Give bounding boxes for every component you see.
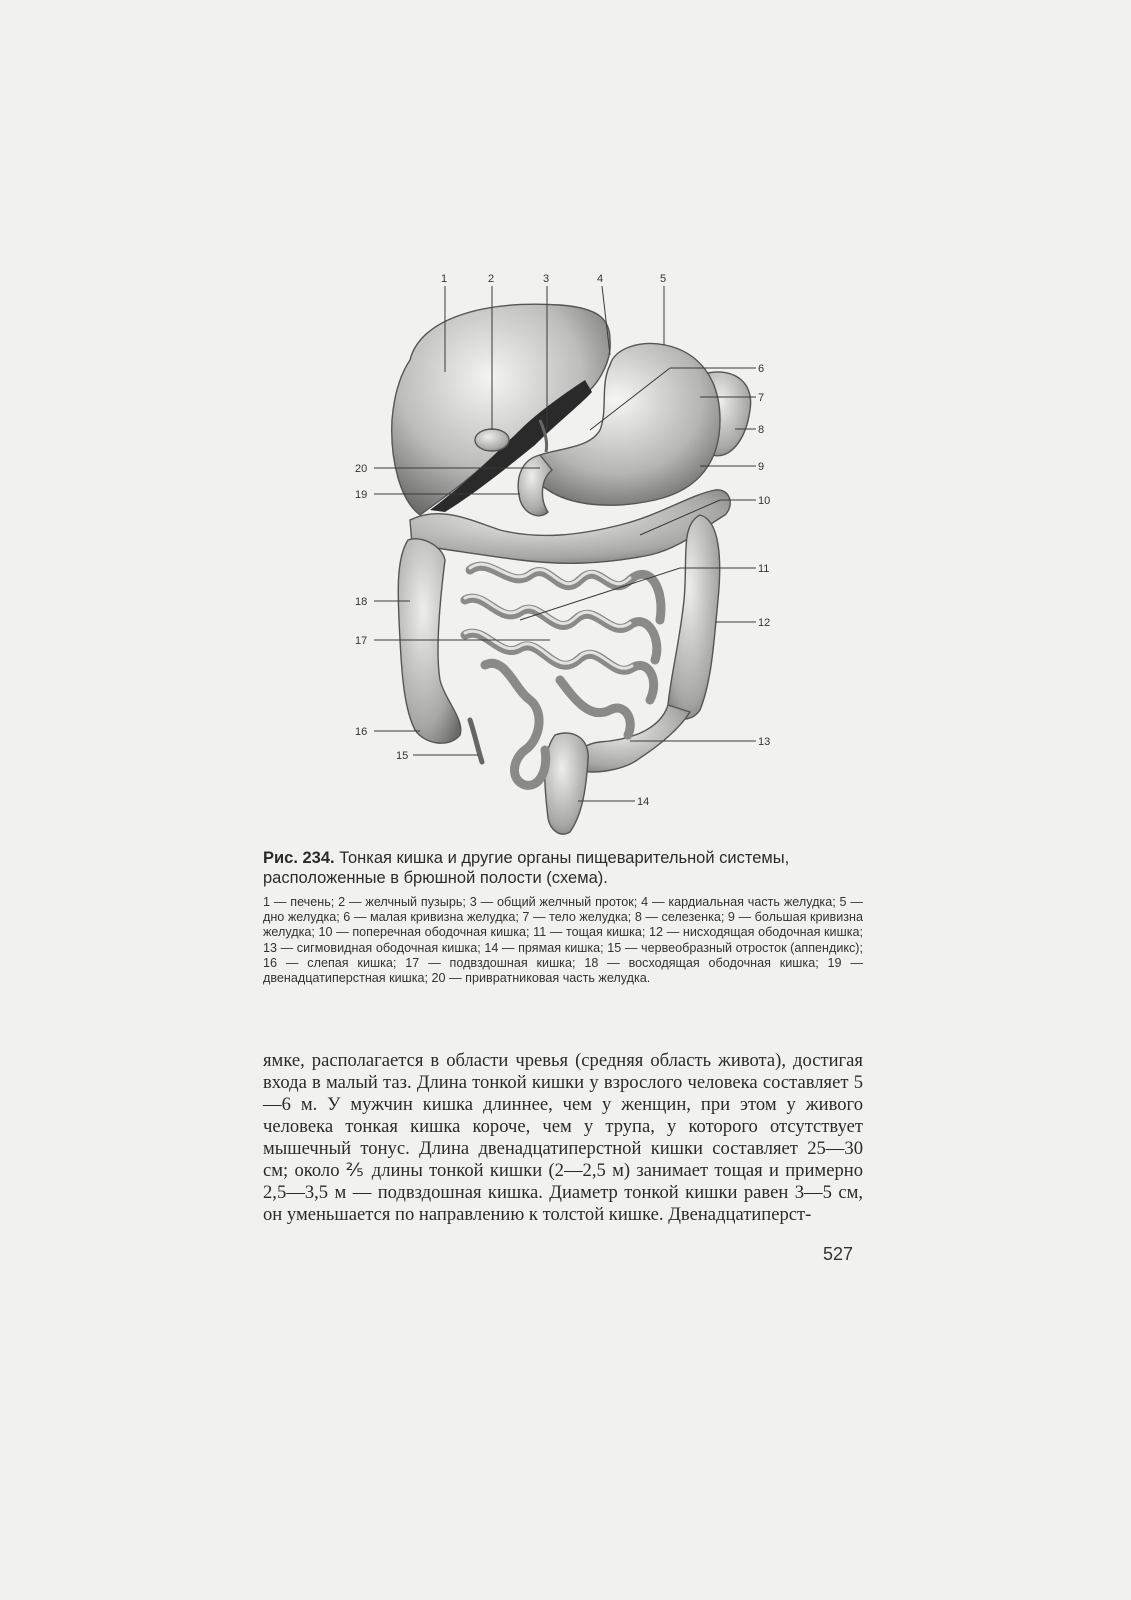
label-15: 15: [396, 750, 409, 762]
label-2: 2: [488, 273, 495, 285]
label-17: 17: [355, 635, 368, 647]
label-16: 16: [355, 726, 368, 738]
label-3: 3: [543, 273, 550, 285]
label-8: 8: [758, 424, 765, 436]
label-20: 20: [355, 463, 368, 475]
label-6: 6: [758, 363, 765, 375]
label-1: 1: [441, 273, 448, 285]
label-12: 12: [758, 617, 771, 629]
label-9: 9: [758, 461, 765, 473]
figure-caption: [263, 848, 863, 888]
label-4: 4: [597, 273, 604, 285]
rectum: [545, 733, 588, 834]
label-19: 19: [355, 489, 368, 501]
figure-number: Рис. 234.: [263, 849, 335, 867]
page-number: 527: [823, 1244, 854, 1264]
appendix: [470, 720, 482, 762]
label-10: 10: [758, 495, 771, 507]
label-18: 18: [355, 596, 368, 608]
figure-title: Тонкая кишка и другие органы пищеварительной системы, расположенные в брюшной полости (схема).: [263, 849, 790, 887]
gallbladder: [475, 429, 509, 451]
label-7: 7: [758, 392, 765, 404]
figure-legend: 1 — печень; 2 — желчный пузырь; 3 — общий желчный проток; 4 — кардиальная часть желудка; 5 — дно желудка; 6 — малая кривизна желудка; 7 — тело желудка; 8 — селезенка; 9 — большая кривизна желудка; 10 — поперечная ободочная кишка; 11 — тощая кишка; 12 — нисходящая ободочная кишка; 13 — сигмовидная ободочная кишка; 14 — прямая кишка; 15 — червеобразный отросток (аппендикс); 16 — слепая кишка; 17 — подвздошная кишка; 18 — восходящая ободочная кишка; 19 — двенадцатиперстная кишка; 20 — привратниковая часть желудка.: [263, 895, 863, 986]
label-5: 5: [660, 273, 667, 285]
label-11: 11: [758, 563, 770, 575]
label-14: 14: [637, 796, 650, 808]
ascending-colon: [398, 539, 461, 744]
label-13: 13: [758, 736, 771, 748]
body-paragraph: ямке, располагается в области чревья (средняя область живота), достигая входа в малый таз. Длина тонкой кишки у взрослого человека составляет 5—6 м. У мужчин кишка длиннее, чем у женщин, при этом у живого человека тонкая кишка короче, чем у трупа, у которого отсутствует мышечный тонус. Длина двенадцатиперстной кишки составляет 25—30 см; около ⅖ длины тонкой кишки (2—2,5 м) занимает тощая и примерно 2,5—3,5 м — подвздошная кишка. Диаметр тонкой кишки равен 3—5 см, он уменьшается по направлению к толстой кишке. Двенадцатиперст-: [263, 1050, 863, 1225]
